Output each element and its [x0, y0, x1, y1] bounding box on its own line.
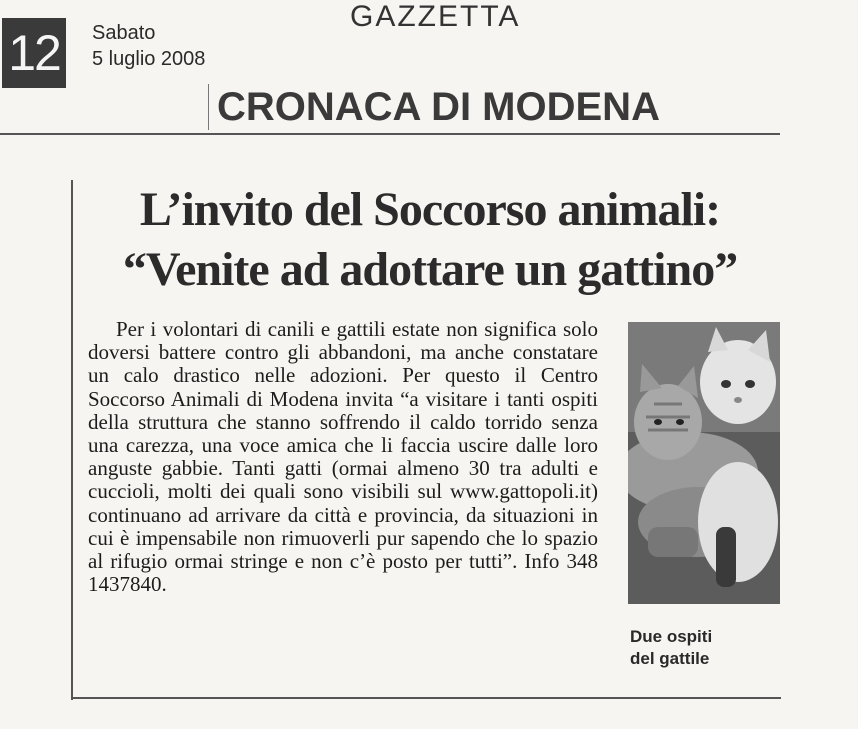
- article-left-rule: [71, 180, 73, 700]
- caption-line-2: del gattile: [630, 649, 710, 668]
- article-body: Per i volontari di canili e gattili estate non significa solo doversi battere contro gli abbandoni, ma anche constatare un calo drastico nelle adozioni. Per questo il Centro Soccorso Animali di Modena invita “a visitare i tanti ospiti della struttura che stanno soffrendo il caldo torrido senza una carezza, una voce amica che li faccia uscire dalle loro anguste gabbie. Tanti gatti (ormai almeno 30 tra adulti e cuccioli, molti dei quali sono visibili sul www.gattopoli.it) continuano ad arrivare da città e provincia, da situazioni in cui è impensabile non rimuoverli pur sapendo che lo spazio al rifugio ormai stringe e non c’è posto per tutti”. Info 348 1437840.: [88, 317, 598, 597]
- newspaper-masthead: GAZZETTA: [350, 0, 521, 33]
- caption-line-1: Due ospiti: [630, 627, 713, 646]
- header-divider: [0, 133, 780, 135]
- issue-day: Sabato: [92, 22, 156, 44]
- kittens-photo: [628, 322, 780, 604]
- page-number-badge: 12: [2, 18, 66, 88]
- photo-caption: [630, 626, 770, 670]
- article-headline: [80, 180, 780, 300]
- headline-line-1: L’invito del Soccorso animali:: [139, 183, 721, 236]
- kittens-photo-illustration: [628, 322, 780, 604]
- issue-date: 5 luglio 2008: [92, 48, 206, 70]
- section-title: CRONACA DI MODENA: [208, 84, 777, 130]
- headline-line-2: “Venite ad adottare un gattino”: [122, 243, 738, 296]
- article-bottom-rule: [71, 697, 781, 699]
